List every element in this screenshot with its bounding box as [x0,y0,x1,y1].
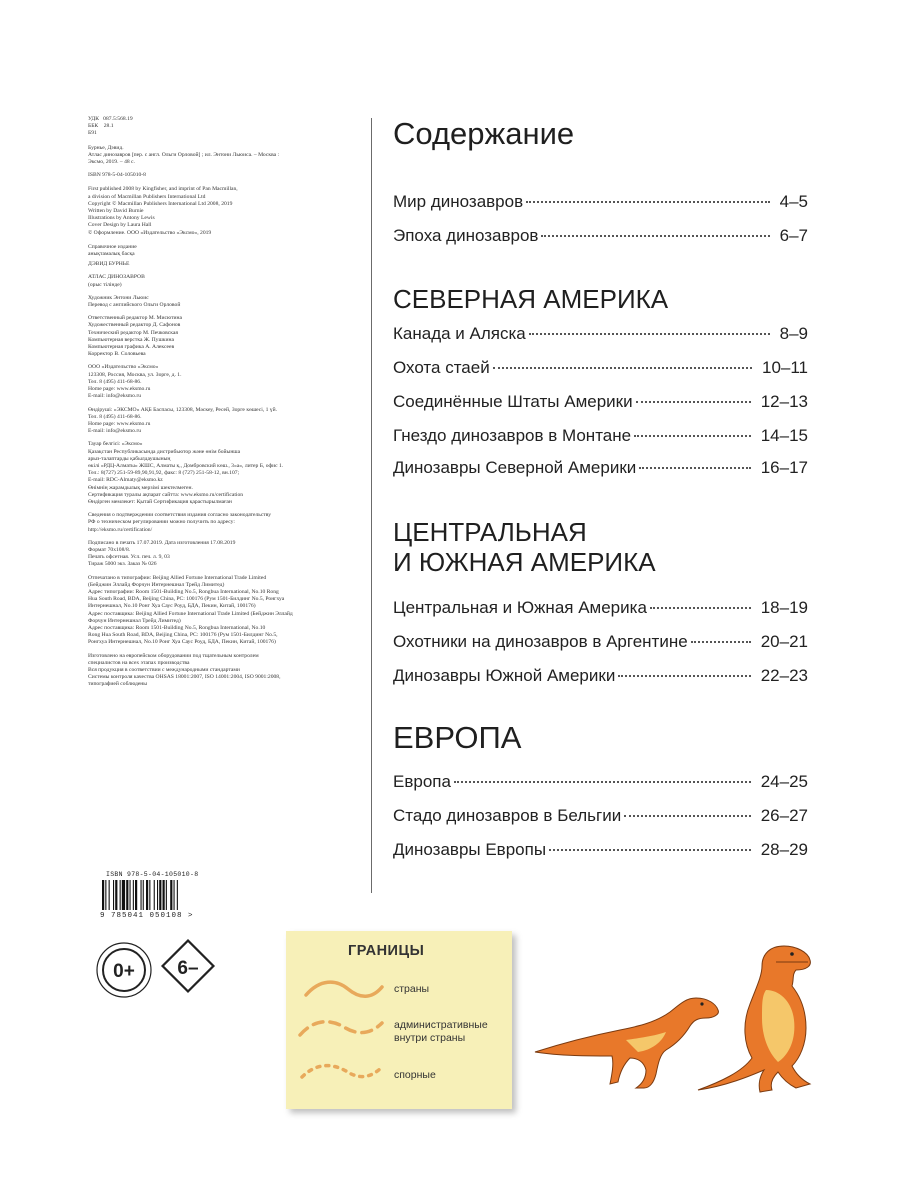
barcode-bar [163,880,165,910]
imprint-line: специалистов на всех этапах производства [88,659,190,666]
imprint-line: РФ о техническом регулировании можно получить по адресу: [88,519,235,526]
imprint-line: http://eksmo.ru/certification/ [88,526,153,533]
toc-entry-label: Динозавры Северной Америки [393,458,637,477]
imprint-line: Illustrations by Antony Lewis [88,215,155,222]
barcode-bar [149,880,150,910]
disputed-border-line-icon [302,1066,382,1077]
imprint-line: Компьютерная верстка Ж. Пушкина [88,336,174,343]
imprint-line: Ронгхуа Интернешнал, No.10 Ронг Хуа Саус Роуд, БДА, Пекин, Китай, 100176) [88,639,276,646]
barcode-bar [115,880,117,910]
imprint-line: Тел. 8 (495) 411-68-86. [88,378,142,385]
admin-border-line-icon [300,1022,382,1035]
toc-entry-label: Соединённые Штаты Америки [393,392,633,411]
imprint-line: Сведения о подтверждении соответствия издания согласно законодательству [88,512,271,519]
imprint-line: Вся продукция в соответствии с международными стандартами [88,667,240,673]
barcode-bar [174,880,175,910]
imprint-line: Home page: www.eksmo.ru [88,420,151,427]
imprint-line: Печать офсетная. Усл. печ. л. 9, 03 [88,554,170,561]
section-title-line: ЕВРОПА [393,720,522,755]
toc-entry-label: Гнездо динозавров в Монтане [393,426,632,445]
bbk-value: 28.1 [103,123,114,130]
imprint-line: Ответственный редактор М. Мисютина [88,315,183,322]
bbk-line [88,123,358,130]
toc-entry-label: Охота стаей [393,358,490,377]
imprint-line: © Оформление. ООО «Издательство «Эксмо», 2019 [88,229,212,236]
legend-label-country: страны [394,983,430,995]
barcode-bar [130,880,131,910]
dot-leader [650,607,751,609]
age-rating-text: 0+ [113,961,135,982]
toc-entry-label: Динозавры Европы [393,840,547,859]
toc-entry-pages: 16–17 [760,458,808,477]
imprint-line: Адрес типографии: Room 1501-Building No.5, Rongbua International, No.10 Rong [88,588,279,595]
age-diamond-icon [163,941,214,992]
dot-leader [549,849,751,851]
toc-entry-label: Мир динозавров [393,192,524,211]
imprint-line: Cover Design by Laura Hall [88,222,152,229]
imprint-line: Hua South Road, BDA, Beijing China, PC: 100176 (Рум 1501-Билдинг No.5, Ронгхуа [88,596,285,603]
legend-label-admin-1: административные [394,1019,488,1031]
b-line [88,130,358,137]
imprint-line: First published 2008 by Kingfisher, and imprint of Pan Macmillan, [88,186,238,193]
barcode-digits: 9 785041 050108 > [100,912,194,920]
age-rating-badges [94,936,234,1008]
imprint-line: Подписано в печать 17.07.2019. Дата изготовления 17.08.2019 [88,539,236,546]
imprint-line: Copyright © Macmillan Publishers International Ltd 2008, 2019 [88,200,233,207]
imprint-line: Тираж 5000 экз. Заказ № 026 [88,561,157,568]
toc-entry[interactable] [393,632,808,656]
toc-entry[interactable] [393,358,808,382]
barcode-bar [159,880,161,910]
toc-entry-pages: 12–13 [760,392,808,411]
imprint-line: ДЭВИД БУРНЬЕ [88,261,130,268]
barcode-bar [143,880,144,910]
barcode-bars [100,880,220,914]
imprint-line: Справочное издание [88,243,137,250]
sign-rating-text: 6– [177,958,199,979]
toc-entry-pages: 22–23 [760,666,808,685]
section-title-central-south-america [393,517,656,577]
toc-entry-label: Канада и Аляска [393,324,526,343]
isbn-barcode [100,872,220,924]
imprint-line: a division of Macmillan Publishers International Ltd [88,193,206,200]
large-dinosaur-icon [698,946,810,1092]
imprint-line: Форчун Интернешнал Трейд Лимитед) [88,617,181,624]
barcode-bar [146,880,148,910]
barcode-bar [166,880,167,910]
imprint-line: анықтамалық басқа [88,251,135,258]
section-title-europe [393,720,521,756]
dot-leader [454,781,751,783]
imprint-line: Өндірген мемлекет: Қытай Сертификация қарастырылмаған [88,498,232,505]
toc-entry-pages: 26–27 [760,806,808,825]
imprint-line: Интернешнал, No.10 Ронг Хуа Саус Роуд, БДА, Пекин, Китай, 100176) [88,603,256,610]
toc-entry[interactable] [393,226,808,250]
toc-entry[interactable] [393,666,808,690]
barcode-bar [133,880,134,910]
barcode-bar [154,880,155,910]
udk-label: УДК [88,116,99,122]
dot-leader [691,641,751,643]
toc-entry-pages: 8–9 [779,324,808,343]
toc-entry[interactable] [393,598,808,622]
imprint-line: (орыс тілінде) [88,281,122,288]
toc-entry[interactable] [393,392,808,416]
dot-leader [636,401,751,403]
imprint-line: Перевод с английского Ольги Орловой [88,302,181,309]
imprint-bibliographic-block [88,145,358,180]
imprint-line: 123308, Россия, Москва, ул. Зорге, д. 1. [88,371,182,378]
toc-entry[interactable] [393,324,808,348]
imprint-line: Бурнье, Дэвид. [88,144,124,151]
toc-entry-pages: 28–29 [760,840,808,859]
column-divider [371,118,372,893]
imprint-line: Өнімнің жарамдылық мерзімі шектелмеген. [88,484,193,491]
imprint-line: Отпечатано в типографии: Beijing Allied Fortune International Trade Limited [88,574,267,581]
country-border-line-icon [306,982,382,996]
imprint-line: Художественный редактор Д. Сафонов [88,322,181,329]
barcode-bar [135,880,137,910]
imprint-line: Rong Hua South Road, BDA, Beijing China, PC: 100176 (Рум 1501-Билдинг No.5, [88,632,278,639]
legend-label-disputed: спорные [394,1069,436,1081]
toc-entry-pages: 6–7 [779,226,808,245]
imprint-line: ISBN 978-5-04-105010-8 [88,172,146,179]
imprint-line: Компьютерная графика А. Алексеев [88,344,175,351]
toc-entry[interactable] [393,426,808,450]
imprint-line: Системы контроля качества OHSAS 18001:2007, ISO 14001:2004, ISO 9001:2008, [88,674,281,681]
imprint-line: Художник Энтони Льюис [88,294,149,301]
section-title-north-america [393,284,668,314]
section-title-line: СЕВЕРНАЯ АМЕРИКА [393,284,669,314]
imprint-line: Home page: www.eksmo.ru [88,386,151,393]
dot-leader [639,467,750,469]
imprint-line: Адрес поставщика: Beijing Allied Fortune International Trade Limited (Бейджин Эллайд [88,610,293,617]
imprint-line: (Бейджин Эллайд Форчун Интернешнал Трейд Лимитед) [88,581,225,588]
toc-entry[interactable] [393,458,808,482]
imprint-line: Адрес поставщика: Room 1501-Building No.5, Rongbua International, No.10 [88,624,266,631]
barcode-bar [157,880,158,910]
imprint-line: типографией соблюдены [88,681,148,688]
imprint-line: Тел. 8 (495) 411-68-86. [88,413,142,420]
small-dinosaur-icon [535,998,718,1088]
dot-leader [541,235,769,237]
legend-title: ГРАНИЦЫ [348,943,425,959]
toc-entry-pages: 10–11 [761,358,808,377]
barcode-bar [141,880,142,910]
imprint-line: Корректор В. Соловьева [88,351,146,358]
borders-legend [286,931,512,1109]
toc-entry[interactable] [393,840,808,864]
toc-entry-pages: 4–5 [779,192,808,211]
dot-leader [618,675,750,677]
imprint-line: Тауар белгісі: «Эксмо» [88,441,143,448]
section-title-line: ЦЕНТРАЛЬНАЯ [393,517,587,547]
toc-entry-pages: 20–21 [760,632,808,651]
dot-leader [529,333,770,335]
barcode-isbn-text: ISBN 978-5-04-105010-8 [106,871,199,878]
imprint-line: E-mail: info@eksmo.ru [88,393,141,400]
toc-entry-label: Европа [393,772,451,791]
toc-entry[interactable] [393,192,808,216]
imprint-line: Қазақстан Республикасында дистрибьютор және өнім бойынша [88,448,241,455]
imprint-line: Атлас динозавров [пер. с англ. Ольги Орловой] ; ил. Энтони Льюиса. – Москва : [88,151,280,158]
barcode-bar [109,880,110,910]
imprint-copyright-block [88,186,358,236]
dinosaurs-illustration [530,940,830,1100]
udk-value: 087.5:568.19 [103,116,133,122]
dot-leader [634,435,751,437]
imprint-edition-type-block [88,244,358,258]
barcode-bar [126,880,128,910]
imprint-column [88,116,358,689]
imprint-line: Изготовлено на европейском оборудовании под тщательным контролем [88,652,259,659]
barcode-bar [102,880,104,910]
imprint-line: E-mail: info@eksmo.ru [88,428,141,435]
imprint-line: арыз-талаптарды қабылдаушының [88,455,171,462]
section-title-line: И ЮЖНАЯ АМЕРИКА [393,547,656,577]
toc-entry-label: Охотники на динозавров в Аргентине [393,632,688,651]
dot-leader [526,201,770,203]
b-label: Б91 [88,130,97,137]
barcode-bar [113,880,114,910]
imprint-line: Формат 70х108/8. [88,546,131,553]
bbk-label: ББК [88,123,99,130]
toc-entry-pages: 18–19 [760,598,808,617]
imprint-line: Written by David Burnie [88,208,144,215]
imprint-line: Сертификация туралы ақпарат сайтта: www.eksmo.ru/certification [88,491,244,498]
toc-entry[interactable] [393,806,808,830]
legend-label-admin-2: внутри страны [394,1032,466,1044]
imprint-line: Эксмо, 2019. – 48 с. [88,159,135,166]
toc-entry-label: Эпоха динозавров [393,226,539,245]
toc-entry-pages: 14–15 [760,426,808,445]
dot-leader [624,815,751,817]
barcode-bar [105,880,106,910]
imprint-line: ООО «Издательство «Эксмо» [88,364,159,371]
barcode-bar [120,880,121,910]
imprint-line: өкілі «РДЦ-Алматы» ЖШС, Алматы қ., Домбровский көш., 3«а», литер Б, офис 1. [88,462,284,469]
toc-entry-label: Динозавры Южной Америки [393,666,616,685]
imprint-line: E-mail: RDC-Almaty@eksmo.kz [88,477,163,484]
barcode-bar [177,880,178,910]
udk-line [88,116,358,123]
age-circle-icon [97,943,151,997]
imprint-line: АТЛАС ДИНОЗАВРОВ [88,274,145,281]
imprint-line: Тел.: 8(727) 251-59-89,90,91,92, факс: 8 (727) 251-58-12, вн.107; [88,470,240,477]
imprint-line: Технический редактор М. Печковская [88,329,178,336]
toc-entry-label: Центральная и Южная Америка [393,598,647,617]
imprint-line: Өндіруші: «ЭКСМО» АҚБ Баспасы, 123308, Мәскеу, Ресей, Зорге көшесі, 1 үй. [88,406,277,413]
toc-entry-label: Стадо динозавров в Бельгии [393,806,622,825]
barcode-bar [122,880,125,910]
barcode-bar [170,880,172,910]
toc-entry-pages: 24–25 [760,772,808,791]
dot-leader [493,367,752,369]
imprint-publisher-block [88,261,358,688]
toc-entry[interactable] [393,772,808,796]
contents-title: Содержание [393,116,575,151]
